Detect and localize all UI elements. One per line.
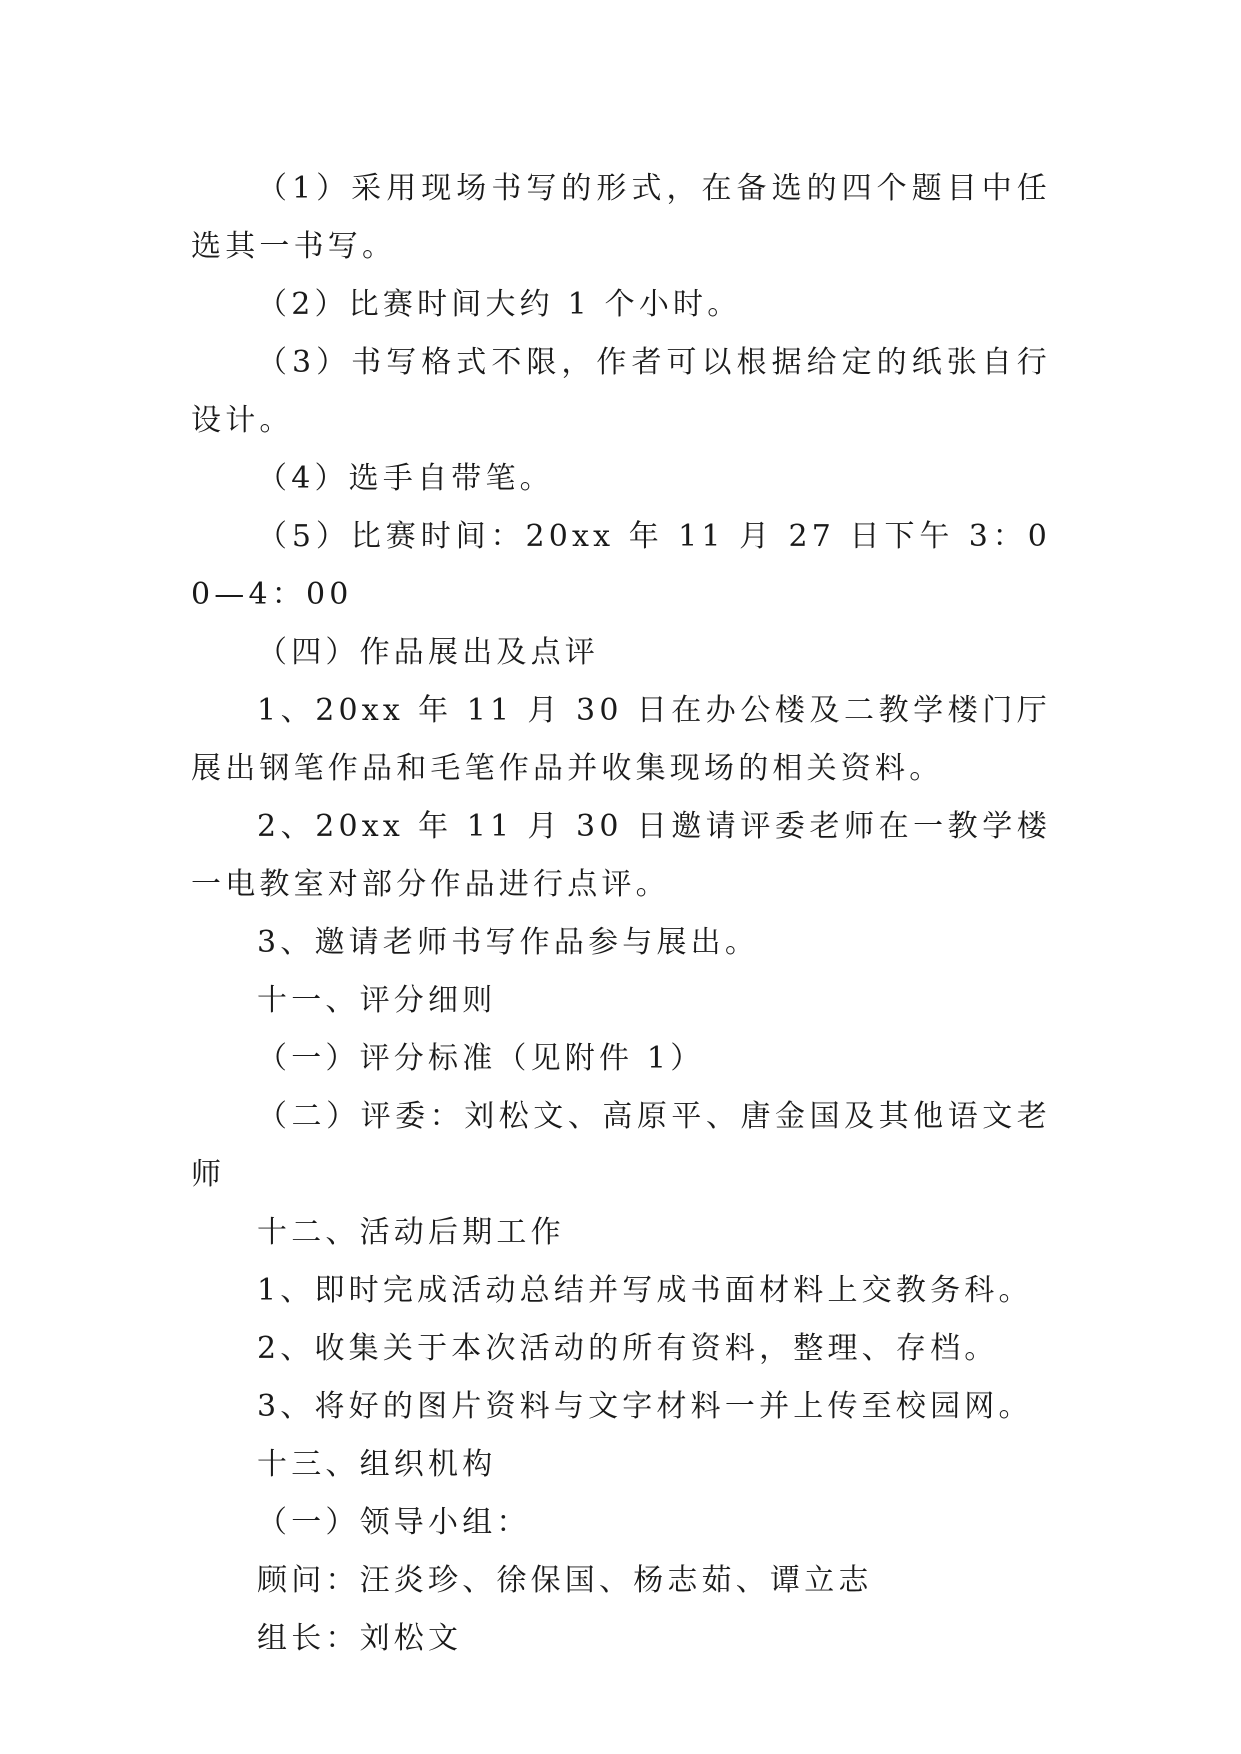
paragraph-leadership-group: （一）领导小组： [257, 1505, 531, 1540]
paragraph-rule-3: （3）书写格式不限，作者可以根据给定的纸张自行设计。 [191, 345, 1051, 438]
paragraph-followup-3: 3、将好的图片资料与文字材料一并上传至校园网。 [257, 1389, 1033, 1424]
paragraph-judges: （二）评委：刘松文、高原平、唐金国及其他语文老师 [191, 1099, 1051, 1192]
paragraph-advisors: 顾问：汪炎珍、徐保国、杨志茹、谭立志 [257, 1563, 873, 1598]
paragraph-exhibition-3: 3、邀请老师书写作品参与展出。 [257, 925, 760, 960]
paragraph-followup-1: 1、即时完成活动总结并写成书面材料上交教务科。 [257, 1273, 1033, 1308]
paragraph-rule-5: （5）比赛时间：20xx 年 11 月 27 日下午 3：00—4：00 [191, 519, 1051, 612]
paragraph-exhibition-2: 2、20xx 年 11 月 30 日邀请评委老师在一教学楼一电教室对部分作品进行点评。 [191, 809, 1051, 902]
paragraph-exhibition-1: 1、20xx 年 11 月 30 日在办公楼及二教学楼门厅展出钢笔作品和毛笔作品并收集现场的相关资料。 [191, 693, 1051, 786]
section-heading-exhibition: （四）作品展出及点评 [257, 635, 599, 670]
section-heading-followup: 十二、活动后期工作 [257, 1215, 565, 1250]
section-heading-scoring: 十一、评分细则 [257, 983, 497, 1018]
paragraph-scoring-standard: （一）评分标准（见附件 1） [257, 1041, 705, 1076]
paragraph-followup-2: 2、收集关于本次活动的所有资料，整理、存档。 [257, 1331, 999, 1366]
paragraph-rule-2: （2）比赛时间大约 1 个小时。 [257, 287, 742, 322]
section-heading-organization: 十三、组织机构 [257, 1447, 497, 1482]
document-body [191, 160, 1051, 1668]
paragraph-rule-4: （4）选手自带笔。 [257, 461, 554, 496]
paragraph-team-leader: 组长：刘松文 [257, 1621, 463, 1656]
paragraph-rule-1: （1）采用现场书写的形式，在备选的四个题目中任选其一书写。 [191, 171, 1051, 264]
